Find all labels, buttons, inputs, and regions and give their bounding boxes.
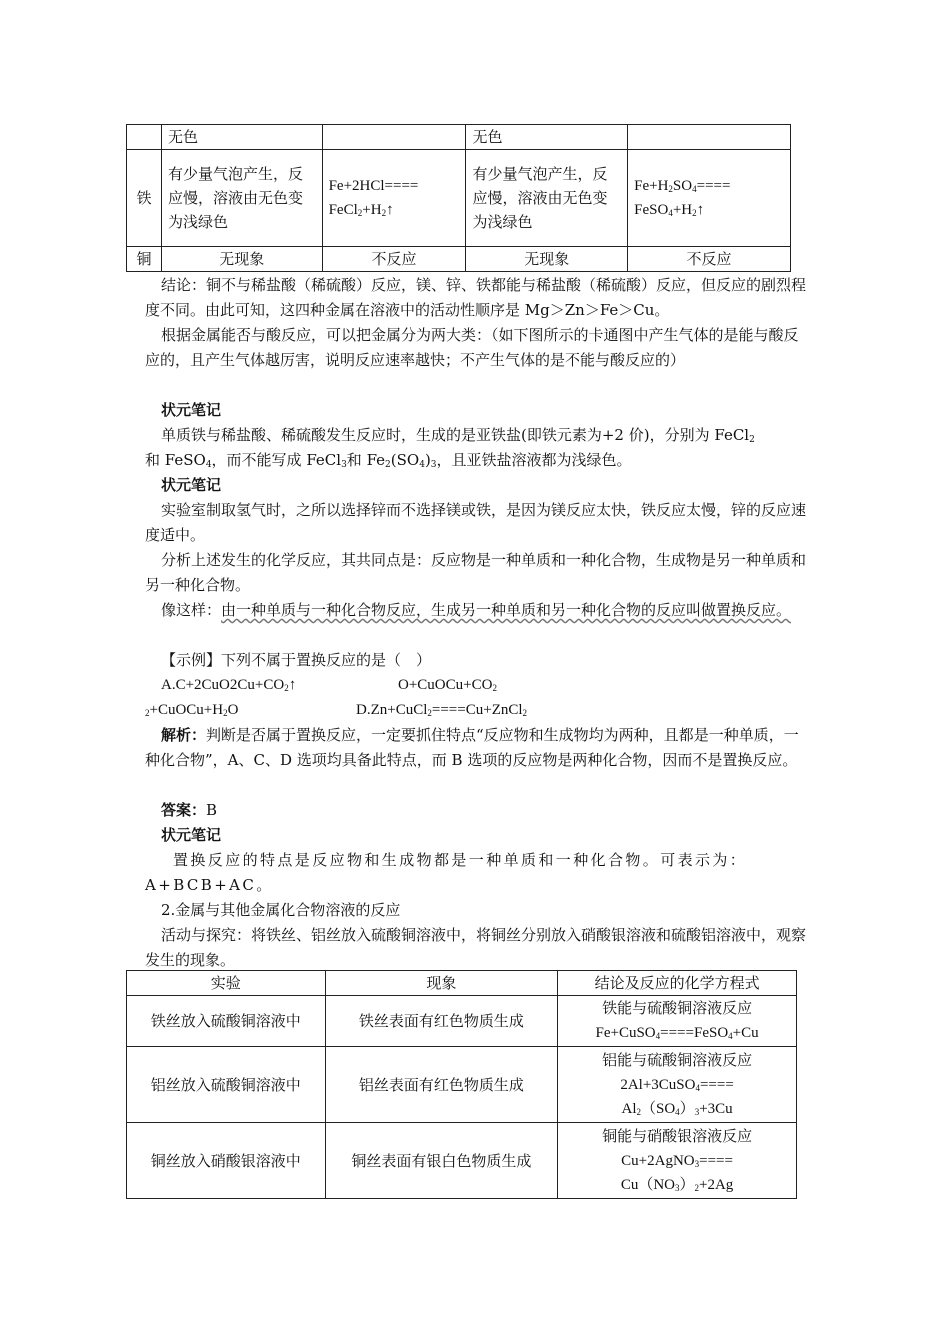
table-cell: 有少量气泡产生，反应慢，溶液由无色变为浅绿色 bbox=[161, 150, 322, 247]
table-cell: 铝丝放入硫酸铜溶液中 bbox=[127, 1047, 326, 1123]
analysis-paragraph: 分析上述发生的化学反应，其共同点是：反应物是一种单质和一种化合物，生成物是另一种单质和另一种化合物。 bbox=[145, 551, 807, 594]
example-question: 【示例】下列不属于置换反应的是（ ） bbox=[161, 651, 432, 669]
table-cell: 无现象 bbox=[161, 247, 322, 272]
table-row bbox=[127, 1047, 797, 1123]
table-cell: 铝丝表面有红色物质生成 bbox=[325, 1047, 558, 1123]
table-cell: 铁丝表面有红色物质生成 bbox=[325, 996, 558, 1047]
note-title: 状元笔记 bbox=[161, 401, 222, 419]
activity-paragraph: 活动与探究：将铁丝、铝丝放入硫酸铜溶液中，将铜丝分别放入硝酸银溶液和硫酸铝溶液中，观察发生的现象。 bbox=[145, 926, 807, 969]
note-title: 状元笔记 bbox=[161, 476, 222, 494]
table-header-row bbox=[127, 971, 797, 996]
option-d: D.Zn+CuCl$_2$====Cu+ZnCl$_2$ bbox=[356, 702, 528, 718]
section-heading: 2.金属与其他金属化合物溶液的反应 bbox=[161, 901, 401, 919]
table-row bbox=[127, 125, 791, 150]
table-row bbox=[127, 150, 791, 247]
metal-label: 铁 bbox=[127, 150, 162, 247]
note-title: 状元笔记 bbox=[161, 826, 222, 844]
option-b: $O+CuOCu+CO_2$ bbox=[398, 677, 497, 693]
metal-label: 铜 bbox=[127, 247, 162, 272]
note-paragraph: 实验室制取氢气时，之所以选择锌而不选择镁或铁，是因为镁反应太快，铁反应太慢，锌的反应速度适中。 bbox=[145, 501, 807, 544]
table-cell: 无色 bbox=[466, 125, 628, 150]
column-header: 实验 bbox=[127, 971, 326, 996]
option-a: $A.C+2CuO2Cu+CO_2↑$ bbox=[161, 677, 297, 693]
equation-cell: Fe+2HCl==== $FeCl_2+H_2↑$ bbox=[322, 150, 466, 247]
note-paragraph: 置换反应的特点是反应物和生成物都是一种单质和一种化合物。可表示为：A+BCB+AC。 bbox=[145, 851, 748, 894]
table-row bbox=[127, 996, 797, 1047]
table-cell: 有少量气泡产生，反应慢，溶液由无色变为浅绿色 bbox=[466, 150, 628, 247]
conclusion-paragraph: 结论：铜不与稀盐酸（稀硫酸）反应，镁、锌、铁都能与稀盐酸（稀硫酸）反应，但反应的剧烈程度不同。由此可知，这四种金属在溶液中的活动性顺序是 Mg＞Zn＞Fe＞Cu。 bbox=[145, 276, 807, 319]
metal-acid-table bbox=[126, 124, 791, 272]
column-header: 结论及反应的化学方程式 bbox=[558, 971, 797, 996]
table-row bbox=[127, 1123, 797, 1199]
classify-paragraph: 根据金属能否与酸反应，可以把金属分为两大类：（如下图所示的卡通图中产生气体的是能与酸反应的，且产生气体越厉害，说明反应速率越快；不产生气体的是不能与酸反应的） bbox=[145, 326, 799, 369]
table-cell: 不反应 bbox=[628, 247, 791, 272]
table-cell: 不反应 bbox=[322, 247, 466, 272]
table-cell: 铜丝表面有银白色物质生成 bbox=[325, 1123, 558, 1199]
metal-salt-table bbox=[126, 970, 797, 1199]
table-cell bbox=[322, 125, 466, 150]
table-cell: 铜能与硝酸银溶液反应 Cu+2AgNO$_3$==== $Cu(NO_3)_2+2Ag$ bbox=[558, 1123, 797, 1199]
equation-cell: $Fe+H_2SO_4====$ $FeSO_4+H_2↑$ bbox=[628, 150, 791, 247]
table-cell: 无现象 bbox=[466, 247, 628, 272]
table-cell: 铁丝放入硫酸铜溶液中 bbox=[127, 996, 326, 1047]
table-cell bbox=[127, 125, 162, 150]
table-cell: 铝能与硫酸铜溶液反应 2Al+3CuSO$_4$==== $Al_2(SO_4)_3+3Cu$ bbox=[558, 1047, 797, 1123]
table-cell: 铁能与硫酸铜溶液反应 Fe+CuSO$_4$====FeSO$_4$+Cu bbox=[558, 996, 797, 1047]
note-paragraph: 单质铁与稀盐酸、稀硫酸发生反应时，生成的是亚铁盐(即铁元素为+2 价)，分别为 FeCl$_2$ 和 FeSO$_4$，而不能写成 FeCl$_3$和 $Fe_2(SO_4)_3$，且亚铁盐溶液都为浅绿色。 bbox=[145, 426, 755, 470]
answer-line: 答案：B bbox=[161, 801, 218, 819]
explanation-paragraph: 解析：判断是否属于置换反应，一定要抓住特点“反应物和生成物均为两种，且都是一种单质，一种化合物”，A、C、D 选项均具备此特点，而 B 选项的反应物是两种化合物，因而不是置换反应。 bbox=[145, 726, 799, 769]
table-cell bbox=[628, 125, 791, 150]
table-row bbox=[127, 247, 791, 272]
option-c: $_2+CuOCu+H_2O$ bbox=[145, 702, 239, 718]
table-cell: 铜丝放入硝酸银溶液中 bbox=[127, 1123, 326, 1199]
definition-paragraph: 像这样：由一种单质与一种化合物反应，生成另一种单质和另一种化合物的反应叫做置换反应。 bbox=[161, 601, 792, 619]
table-cell: 无色 bbox=[161, 125, 322, 150]
column-header: 现象 bbox=[325, 971, 558, 996]
